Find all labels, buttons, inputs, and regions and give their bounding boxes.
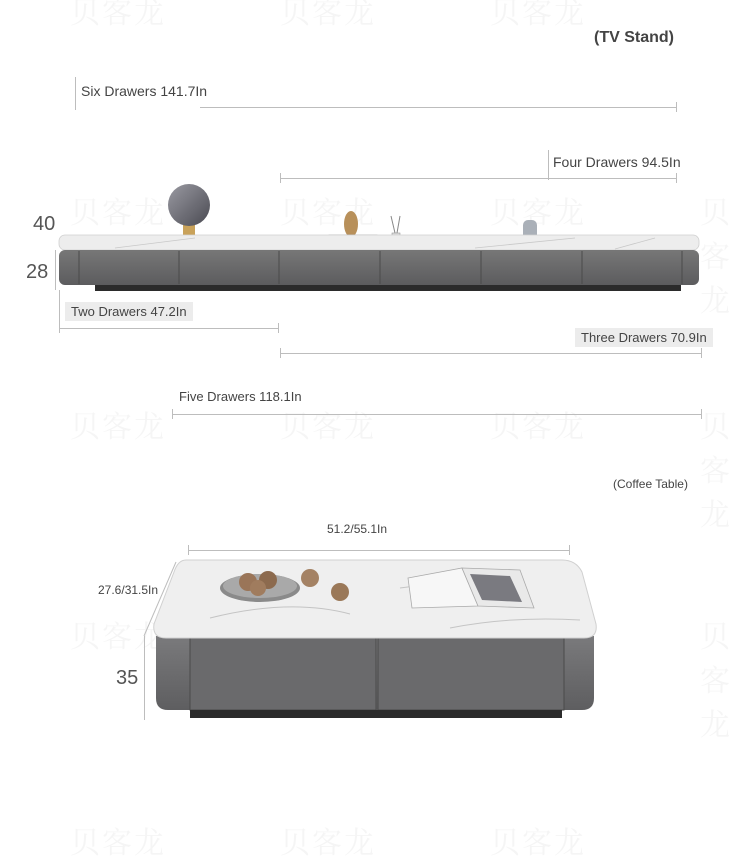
- coffee-width-line: [188, 550, 570, 551]
- three-drawers-tick-right: [701, 348, 702, 358]
- tv-stand-title: (TV Stand): [594, 29, 674, 46]
- five-drawers-label: Five Drawers 118.1In: [179, 389, 302, 404]
- watermark: [700, 402, 750, 534]
- five-drawers-tick-left: [172, 409, 173, 419]
- three-drawers-label: Three Drawers 70.9In: [575, 328, 713, 347]
- six-drawers-line: [200, 107, 677, 108]
- watermark: [280, 0, 376, 32]
- coffee-height-line: [144, 636, 145, 720]
- six-drawers-tick-right: [676, 102, 677, 112]
- coffee-table-title: (Coffee Table): [613, 477, 688, 491]
- six-drawers-label: Six Drawers 141.7In: [81, 83, 208, 99]
- watermark: [70, 0, 166, 32]
- two-drawers-tick-right: [278, 323, 279, 333]
- watermark: [700, 612, 750, 744]
- coffee-table-height: 35: [116, 667, 139, 689]
- watermark: [490, 818, 586, 862]
- two-drawers-tick-left: [59, 290, 60, 333]
- watermark: [70, 818, 166, 862]
- watermark: [700, 188, 750, 320]
- coffee-table-width: 51.2/55.1In: [327, 522, 388, 536]
- coffee-table-image: [150, 558, 600, 720]
- coffee-width-tick-left: [188, 545, 189, 555]
- four-drawers-tick-mid: [548, 150, 549, 180]
- watermark: [490, 0, 586, 32]
- watermark: [280, 818, 376, 862]
- watermark: [70, 402, 166, 446]
- watermark: [280, 402, 376, 446]
- six-drawers-tick-left: [75, 77, 76, 110]
- five-drawers-line: [172, 414, 702, 415]
- tv-stand-depth: 40: [33, 213, 56, 235]
- watermark: [490, 402, 586, 446]
- two-drawers-label: Two Drawers 47.2In: [65, 302, 193, 321]
- tv-stand-height: 28: [26, 261, 49, 283]
- three-drawers-line: [280, 353, 702, 354]
- three-drawers-tick-left: [280, 348, 281, 358]
- two-drawers-line: [59, 328, 279, 329]
- five-drawers-tick-right: [701, 409, 702, 419]
- four-drawers-label: Four Drawers 94.5In: [553, 154, 681, 170]
- four-drawers-line: [280, 178, 677, 179]
- tv-stand-image: [55, 180, 705, 298]
- coffee-table-depth: 27.6/31.5In: [98, 583, 159, 597]
- coffee-width-tick-right: [569, 545, 570, 555]
